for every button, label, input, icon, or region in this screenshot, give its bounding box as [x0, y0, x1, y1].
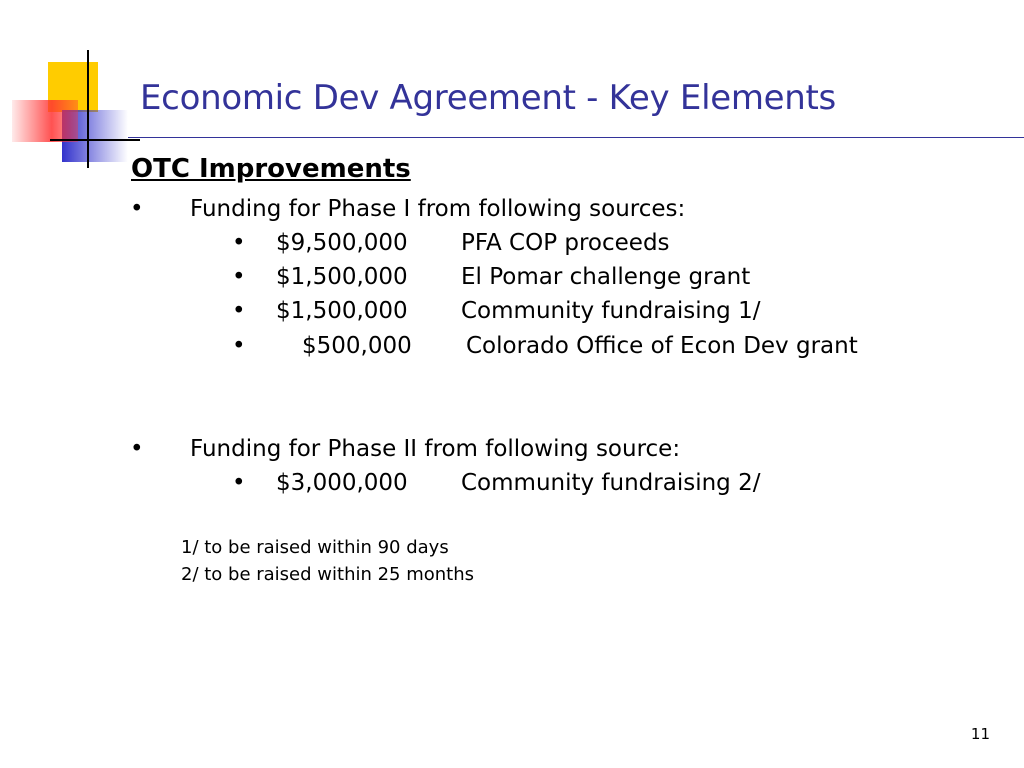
funding-amount: $1,500,000	[276, 298, 408, 324]
page-number: 11	[970, 725, 990, 743]
funding-source: Community fundraising 1/	[461, 298, 761, 324]
funding-amount: $1,500,000	[276, 264, 408, 290]
phase2-label: Funding for Phase II from following source:	[190, 436, 681, 462]
funding-amount: $3,000,000	[276, 470, 408, 496]
funding-source: Community fundraising 2/	[461, 470, 761, 496]
funding-source: El Pomar challenge grant	[461, 264, 751, 290]
funding-source: PFA COP proceeds	[461, 230, 670, 256]
bullet-marker: •	[232, 264, 246, 290]
footnote-1: 1/ to be raised within 90 days	[181, 537, 449, 558]
funding-amount: $9,500,000	[276, 230, 408, 256]
slide-logo-icon	[0, 0, 140, 175]
bullet-marker: •	[232, 470, 246, 496]
section-heading: OTC Improvements	[131, 154, 411, 184]
bullet-marker: •	[232, 298, 246, 324]
funding-amount: $500,000	[302, 333, 412, 359]
bullet-marker: •	[130, 436, 144, 462]
phase1-label: Funding for Phase I from following sources:	[190, 196, 686, 222]
slide-title: Economic Dev Agreement - Key Elements	[140, 78, 836, 118]
footnote-2: 2/ to be raised within 25 months	[181, 564, 475, 585]
bullet-marker: •	[232, 230, 246, 256]
bullet-marker: •	[232, 333, 246, 359]
title-divider	[128, 137, 1024, 138]
funding-source: Colorado Office of Econ Dev grant	[466, 333, 858, 359]
bullet-marker: •	[130, 196, 144, 222]
